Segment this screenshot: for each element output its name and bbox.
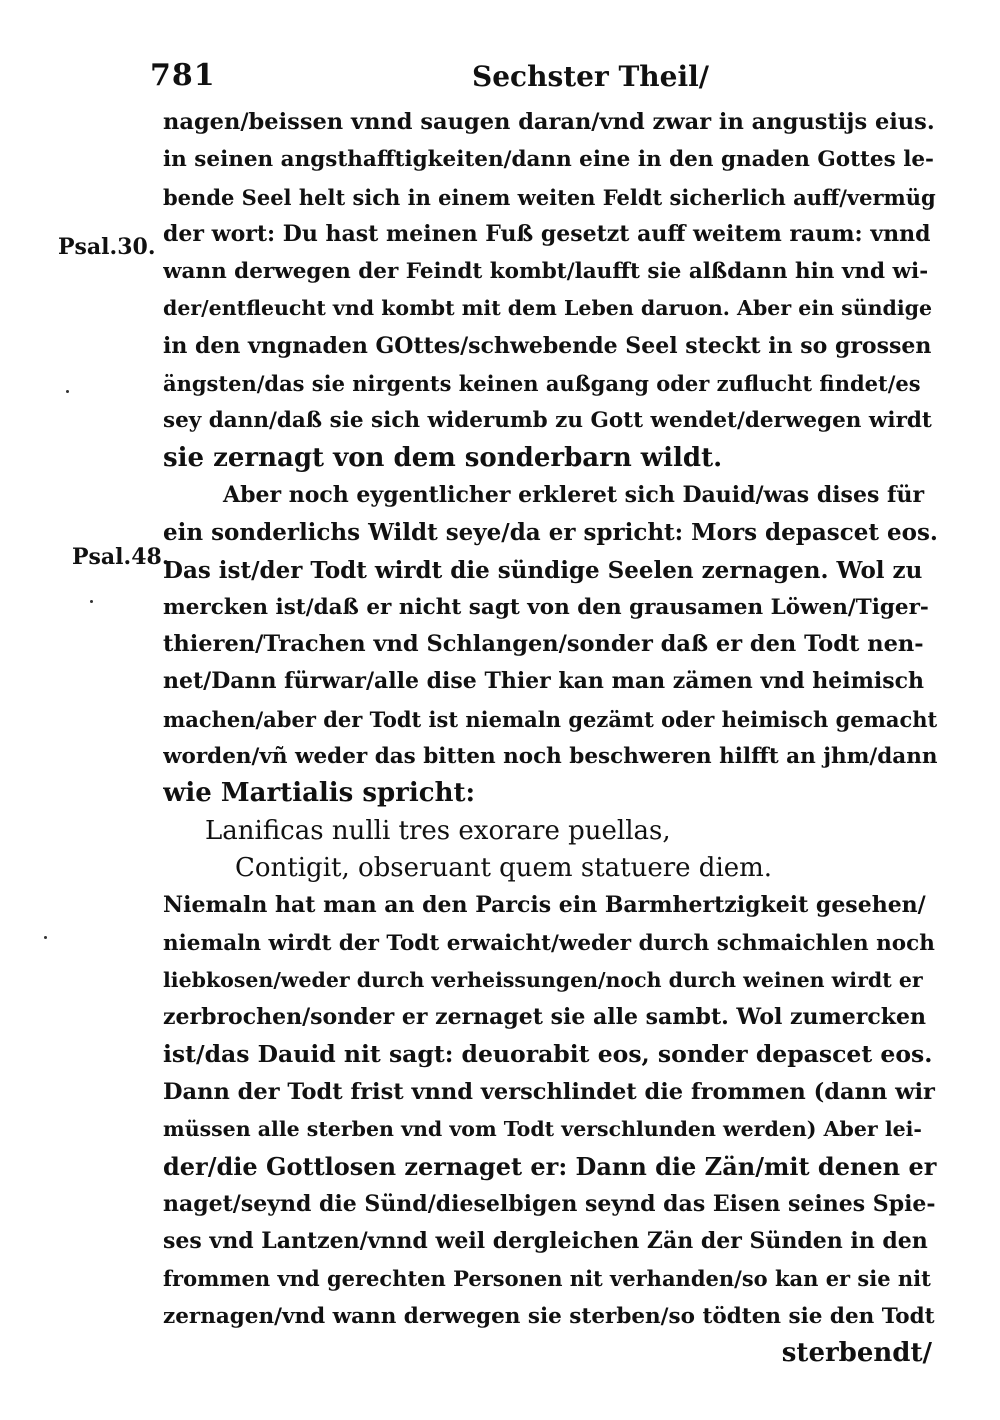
text-line: mercken ist/daß er nicht sagt von den grausamen Löwen/Tiger- xyxy=(163,594,929,620)
text-line: Aber noch eygentlicher erkleret sich Dauid/was dises für xyxy=(223,481,925,508)
text-line: nagen/beissen vnnd saugen daran/vnd zwar in angustijs eius. xyxy=(163,109,935,135)
text-line: Niemaln hat man an den Parcis ein Barmhertzigkeit gesehen/ xyxy=(163,892,926,919)
text-line: sie zernagt von dem sonderbarn wildt. xyxy=(163,442,723,473)
text-line: in seinen angsthafftigkeiten/dann eine in den gnaden Gottes le- xyxy=(163,147,934,173)
text-line: müssen alle sterben vnd vom Todt verschlunden werden) Aber lei- xyxy=(163,1117,922,1142)
text-line: niemaln wirdt der Todt erwaicht/weder durch schmaichlen noch xyxy=(163,930,935,956)
text-line: worden/vñ weder das bitten noch beschweren hilfft an jhm/dann xyxy=(163,744,938,770)
text-line: der/entfleucht vnd kombt mit dem Leben daruon. Aber ein sündige xyxy=(163,296,933,321)
body-text xyxy=(163,104,938,1372)
text-line: thieren/Trachen vnd Schlangen/sonder daß er den Todt nen- xyxy=(163,631,924,658)
text-line: in den vngnaden GOttes/schwebende Seel steckt in so grossen xyxy=(163,332,932,359)
page-number: 781 xyxy=(150,58,216,93)
margin-note-psalm-30: Psal.30. xyxy=(58,234,156,260)
text-line: der wort: Du hast meinen Fuß gesetzt auff weitem raum: vnnd xyxy=(163,220,931,247)
text-line: bende Seel helt sich in einem weiten Feldt sicherlich auff/vermüg xyxy=(163,184,936,210)
text-line: sey dann/daß sie sich widerumb zu Gott wendet/derwegen wirdt xyxy=(163,408,932,434)
text-line: ist/das Dauid nit sagt: deuorabit eos, sonder depascet eos. xyxy=(163,1040,933,1069)
verse-line: Contigit, obseruant quem statuere diem. xyxy=(235,852,773,883)
text-line: zernagen/vnd wann derwegen sie sterben/so tödten sie den Todt xyxy=(163,1303,935,1329)
page-header xyxy=(150,58,940,98)
text-line: der/die Gottlosen zernaget er: Dann die Zän/mit denen er xyxy=(163,1152,937,1182)
text-line: wann derwegen der Feindt kombt/laufft sie alßdann hin vnd wi- xyxy=(163,259,929,285)
text-line: liebkosen/weder durch verheissungen/noch durch weinen wirdt er xyxy=(163,967,923,992)
text-line: Dann der Todt frist vnnd verschlindet die frommen (dann wir xyxy=(163,1078,935,1105)
text-line: ängsten/das sie nirgents keinen außgang oder zuflucht findet/es xyxy=(163,371,921,397)
ink-speck xyxy=(66,390,69,393)
text-line: naget/seynd die Sünd/dieselbigen seynd das Eisen seines Spie- xyxy=(163,1190,936,1217)
text-line: wie Martialis spricht: xyxy=(163,778,476,809)
catchword: sterbendt/ xyxy=(781,1337,932,1368)
text-line: frommen vnd gerechten Personen nit verhanden/so kan er sie nit xyxy=(163,1266,931,1292)
text-line: ses vnd Lantzen/vnnd weil dergleichen Zän der Sünden in den xyxy=(163,1227,928,1254)
margin-note-psalm-48: Psal.48. xyxy=(72,544,170,570)
ink-speck xyxy=(44,936,47,939)
verse-line: Lanificas nulli tres exorare puellas, xyxy=(205,815,671,846)
text-line: zerbrochen/sonder er zernaget sie alle sambt. Wol zumercken xyxy=(163,1004,927,1031)
ink-speck xyxy=(90,600,93,603)
text-line: Das ist/der Todt wirdt die sündige Seelen zernagen. Wol zu xyxy=(163,556,923,584)
text-line: machen/aber der Todt ist niemaln gezämt oder heimisch gemacht xyxy=(163,706,938,732)
text-line: net/Dann fürwar/alle dise Thier kan man zämen vnd heimisch xyxy=(163,668,925,695)
text-line: ein sonderlichs Wildt seye/da er spricht: Mors depascet eos. xyxy=(163,519,938,547)
running-head: Sechster Theil/ xyxy=(472,60,709,93)
